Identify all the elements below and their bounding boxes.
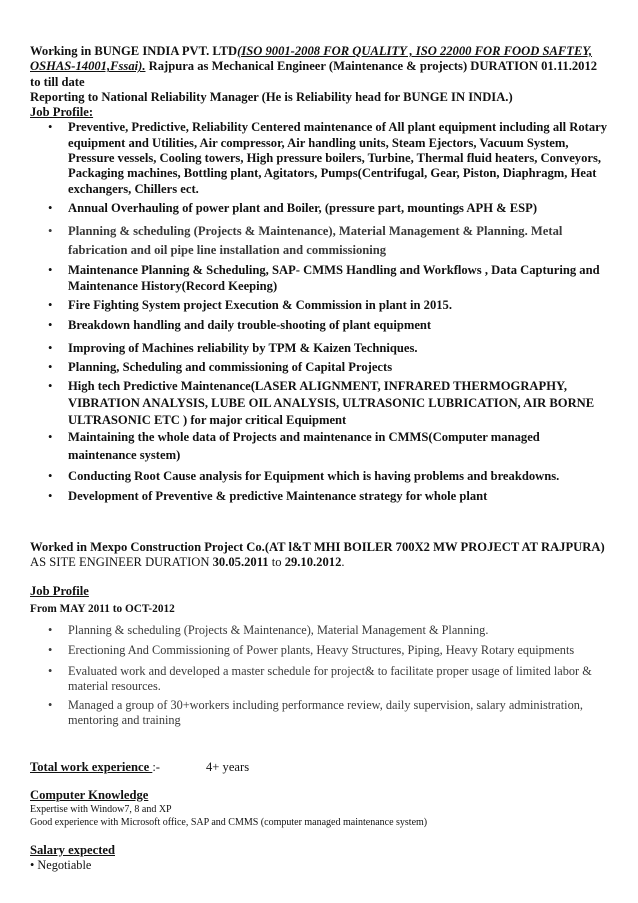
- mexpo-duration-end: .: [341, 554, 345, 569]
- salary-value: • Negotiable: [30, 858, 92, 873]
- mexpo-period: From MAY 2011 to OCT-2012: [30, 602, 175, 615]
- mexpo-heading: Worked in Mexpo Construction Project Co.(AT l&T MHI BOILER 700X2 MW PROJECT AT RAJPURA): [30, 539, 605, 554]
- mexpo-to-date: 29.10.2012: [284, 554, 342, 569]
- bunge-job-profile-heading: Job Profile:: [30, 105, 94, 120]
- mexpo-from-date: 30.05.2011: [212, 554, 269, 569]
- mexpo-to-word: to: [268, 554, 285, 569]
- list-item: • Development of Preventive & predictive Maintenance strategy for whole plant: [30, 489, 610, 504]
- mexpo-duration-label: AS SITE ENGINEER DURATION: [30, 554, 213, 569]
- total-experience-label-group: [30, 760, 206, 775]
- computer-knowledge-line: Expertise with Window7, 8 and XP: [30, 803, 172, 815]
- total-experience-value: 4+ years: [206, 760, 250, 775]
- list-item: • Planning & scheduling (Projects & Maintenance), Material Management & Planning. Metal fabrication and oil pipe line installation and commissioning: [30, 222, 610, 260]
- total-experience-row: [30, 760, 610, 775]
- mexpo-job-profile-list: [30, 623, 610, 729]
- computer-knowledge-line: Good experience with Microsoft office, SAP and CMMS (computer managed maintenance system): [30, 816, 428, 828]
- salary-heading: Salary expected: [30, 842, 115, 857]
- list-item: • Evaluated work and developed a master schedule for project& to facilitate proper usage of limited labor & material resources.: [30, 664, 610, 695]
- computer-knowledge-heading: Computer Knowledge: [30, 787, 149, 802]
- mexpo-duration: [30, 555, 610, 570]
- list-item: • Maintaining the whole data of Projects and maintenance in CMMS(Computer managed maintenance system): [30, 429, 610, 464]
- list-item: • Planning & scheduling (Projects & Maintenance), Material Management & Planning.: [30, 623, 610, 638]
- total-experience-separator: :-: [152, 760, 161, 775]
- bunge-certifications: (ISO 9001-2008 FOR QUALITY , ISO 22000 FOR FOOD SAFTEY, OSHAS-14001,Fssai).: [30, 44, 593, 74]
- bunge-role-duration: Rajpura as Mechanical Engineer (Maintenance & projects) DURATION 01.11.2012 to till date: [30, 59, 598, 89]
- list-item: • Improving of Machines reliability by TPM & Kaizen Techniques.: [30, 341, 610, 356]
- list-item: • Breakdown handling and daily trouble-shooting of plant equipment: [30, 318, 610, 333]
- list-item: • High tech Predictive Maintenance(LASER ALIGNMENT, INFRARED THERMOGRAPHY, VIBRATION ANALYSIS, LUBE OIL ANALYSIS, ULTRASONIC LUBRICATION, AIR BORNE ULTRASONIC ETC ) for major critical Equipment: [30, 378, 610, 429]
- list-item: • Preventive, Predictive, Reliability Centered maintenance of All plant equipment including all Rotary equipment and Utilities, Air compressor, Air handling units, Steam Ejectors, Vacuum System, Pressure vessels, Cooling towers, High pressure boilers, Turbine, Thermal fluid heaters, Conveyors, Packaging machines, Bottling plant, Agitators, Pumps(Centrifugal, Gear, Piston, Diaphragm, Heat exchangers, Chillers ect.: [30, 120, 610, 196]
- list-item: • Conducting Root Cause analysis for Equipment which is having problems and breakdowns.: [30, 469, 610, 484]
- list-item: • Annual Overhauling of power plant and Boiler, (pressure part, mountings APH & ESP): [30, 201, 610, 216]
- list-item: • Planning, Scheduling and commissioning of Capital Projects: [30, 360, 610, 375]
- resume-page: [30, 44, 610, 874]
- list-item: • Managed a group of 30+workers including performance review, daily supervision, salary administration, mentoring and training: [30, 698, 610, 729]
- list-item: • Erectioning And Commissioning of Power plants, Heavy Structures, Piping, Heavy Rotary equipments: [30, 643, 610, 658]
- bunge-intro: [30, 44, 610, 90]
- list-item: • Fire Fighting System project Execution & Commission in plant in 2015.: [30, 298, 610, 313]
- list-item: • Maintenance Planning & Scheduling, SAP- CMMS Handling and Workflows , Data Capturing and Maintenance History(Record Keeping): [30, 263, 610, 294]
- bunge-company: Working in BUNGE INDIA PVT. LTD: [30, 44, 238, 58]
- mexpo-job-profile-heading: Job Profile: [30, 584, 89, 599]
- total-experience-label: Total work experience: [30, 760, 153, 775]
- bunge-job-profile-list: [30, 120, 610, 504]
- bunge-reporting: Reporting to National Reliability Manager (He is Reliability head for BUNGE IN INDIA.): [30, 89, 513, 104]
